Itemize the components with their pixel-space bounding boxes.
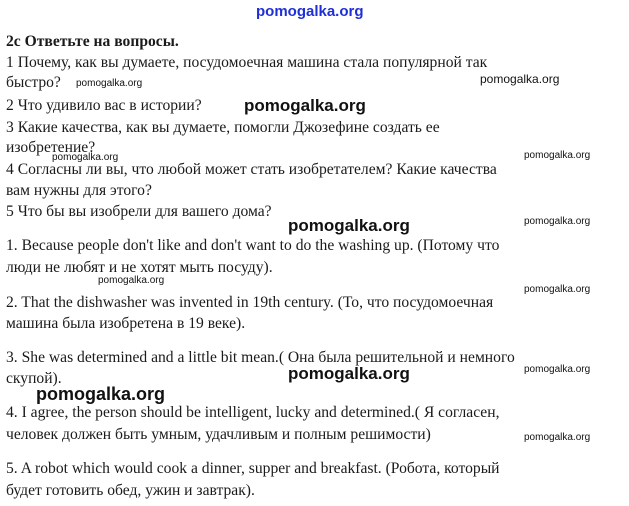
answer-3-line-2: скупой). — [6, 370, 62, 387]
watermark: pomogalka.org — [36, 384, 166, 404]
watermark: pomogalka.org — [288, 364, 410, 383]
question-1-line-1: 1 Почему, как вы думаете, посудомоечная машина стала популярной так — [6, 54, 488, 71]
answer-2-line-2: машина была изобретена в 19 веке). — [6, 315, 246, 332]
watermark: pomogalka.org — [524, 216, 591, 227]
answer-4-line-2: человек должен быть умным, удачливым и полным решимости) — [6, 426, 431, 443]
watermark: pomogalka.org — [524, 150, 591, 161]
watermark: pomogalka.org — [524, 432, 591, 443]
section-heading: 2c Ответьте на вопросы. — [6, 33, 179, 50]
answer-1-line-2: люди не любят и не хотят мыть посуду). — [6, 259, 273, 276]
watermark: pomogalka.org — [524, 284, 591, 295]
answer-5-line-1: 5. A robot which would cook a dinner, supper and breakfast. (Робота, который — [6, 460, 500, 477]
watermark: pomogalka.org — [98, 275, 165, 286]
watermark: pomogalka.org — [524, 364, 591, 375]
question-3-line-2: изобретение? — [6, 139, 96, 156]
answer-3-line-1: 3. She was determined and a little bit mean.( Она была решительной и немного — [6, 349, 515, 366]
answer-4-line-1: 4. I agree, the person should be intelligent, lucky and determined.( Я согласен, — [6, 404, 500, 421]
answer-5-line-2: будет готовить обед, ужин и завтрак). — [6, 482, 255, 499]
watermark: pomogalka.org — [480, 72, 560, 86]
question-2: 2 Что удивило вас в истории? — [6, 97, 202, 114]
question-4-line-1: 4 Согласны ли вы, что любой может стать изобретателем? Какие качества — [6, 161, 497, 178]
watermark: pomogalka.org — [288, 216, 410, 235]
watermark: pomogalka.org — [52, 152, 119, 163]
watermark-top[interactable]: pomogalka.org — [256, 3, 364, 20]
question-4-line-2: вам нужны для этого? — [6, 182, 152, 199]
watermark: pomogalka.org — [76, 78, 143, 89]
answer-2-line-1: 2. That the dishwasher was invented in 19th century. (То, что посудомоечная — [6, 294, 494, 311]
question-1-line-2: быстро? — [6, 74, 61, 91]
question-5: 5 Что бы вы изобрели для вашего дома? — [6, 203, 272, 220]
question-3-line-1: 3 Какие качества, как вы думаете, помогли Джозефине создать ее — [6, 119, 440, 136]
answer-1-line-1: 1. Because people don't like and don't want to do the washing up. (Потому что — [6, 237, 500, 254]
watermark: pomogalka.org — [244, 96, 366, 115]
